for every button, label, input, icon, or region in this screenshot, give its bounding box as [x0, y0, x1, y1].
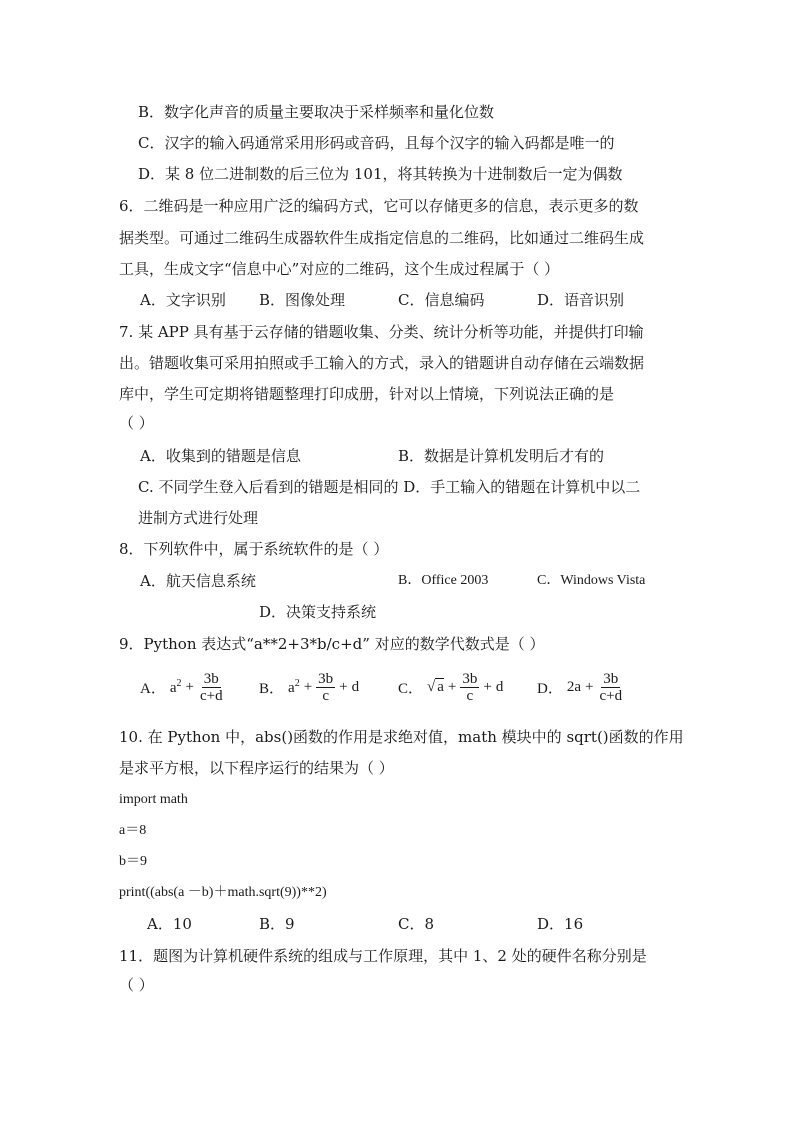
q9-plus: +: [339, 679, 348, 695]
q9-d: d: [351, 679, 360, 695]
q9-plus: +: [585, 679, 594, 695]
q9-plus: +: [447, 679, 457, 695]
q9-fraction: $\frac{3b}{c}$: [462, 671, 478, 704]
q10-option-c: C．8: [398, 915, 435, 933]
q8-option-a: A．航天信息系统: [140, 572, 256, 590]
q9-two-a: 2a: [566, 679, 582, 695]
q8-option-b: B．Office 2003: [398, 573, 489, 588]
q6-option-c: C．信息编码: [398, 291, 485, 309]
q5-option-d: D．某 8 位二进制数的后三位为 101，将其转换为十进制数后一定为偶数: [138, 165, 623, 183]
q9-label-b: B．: [259, 681, 285, 697]
q9-option-c: [398, 671, 503, 704]
q7-option-a: A．收集到的错题是信息: [140, 447, 301, 465]
q10-option-d: D．16: [537, 915, 584, 933]
q10-code-line3: b＝9: [119, 854, 147, 869]
q9-plus: +: [303, 679, 313, 695]
q9-label-d: D．: [537, 681, 563, 697]
q9-plus: +: [483, 679, 492, 695]
q8-option-d: D．决策支持系统: [259, 603, 377, 621]
q8-stem: 8．下列软件中，属于系统软件的是（ ）: [119, 540, 389, 558]
q9-a-squared: $a^2$: [169, 678, 182, 696]
q6-stem-line2: 据类型。可通过二维码生成器软件生成指定信息的二维码，比如通过二维码生成: [119, 229, 645, 247]
q7-option-b: B．数据是计算机发明后才有的: [398, 447, 605, 465]
q9-fraction: $\frac{3b}{c+d}$: [599, 671, 623, 704]
q9-a-squared: $a^2$: [288, 678, 300, 696]
q10-code-line1: import math: [119, 792, 188, 807]
q6-option-a: A．文字识别: [140, 291, 226, 309]
q9-d: d: [495, 679, 504, 695]
q11-stem-line1: 11．题图为计算机硬件系统的组成与工作原理，其中 1、2 处的硬件名称分别是: [119, 947, 647, 965]
q7-option-c-d: C. 不同学生登入后看到的错题是相同的 D．手工输入的错题在计算机中以二: [138, 478, 641, 496]
q7-option-d-continued: 进制方式进行处理: [138, 509, 259, 527]
q10-code-line4: print((abs(a －b)＋math.sqrt(9))**2): [119, 885, 327, 900]
q10-stem-line1: 10. 在 Python 中，abs()函数的作用是求绝对值，math 模块中的 sqrt()函数的作用: [119, 728, 684, 746]
q5-option-c: C．汉字的输入码通常采用形码或音码，且每个汉字的输入码都是唯一的: [138, 134, 615, 152]
q10-stem-line2: 是求平方根，以下程序运行的结果为（ ）: [119, 759, 394, 777]
q9-fraction: $\frac{3b}{c+d}$: [199, 671, 223, 704]
q10-code-line2: a＝8: [119, 823, 147, 838]
q9-sqrt-a: √ a: [427, 679, 444, 695]
q6-stem-line1: 6．二维码是一种应用广泛的编码方式，它可以存储更多的信息，表示更多的数: [119, 197, 639, 215]
q10-option-a: A．10: [147, 915, 192, 933]
q9-label-c: C．: [398, 681, 424, 697]
q7-answer-bracket: （ ）: [119, 414, 154, 432]
q6-stem-line3: 工具，生成文字“信息中心”对应的二维码，这个生成过程属于（ ）: [119, 260, 560, 278]
q9-label-a: A．: [140, 681, 166, 697]
q7-stem-line1: 7. 某 APP 具有基于云存储的错题收集、分类、统计分析等功能，并提供打印输: [119, 323, 644, 341]
q6-option-b: B．图像处理: [259, 291, 346, 309]
q9-stem: 9．Python 表达式“a**2+3*b/c+d” 对应的数学代数式是（ ）: [119, 635, 545, 653]
q9-option-d: [537, 671, 624, 704]
q6-option-d: D．语音识别: [537, 291, 625, 309]
q10-option-b: B．9: [259, 915, 295, 933]
q9-option-b: [259, 671, 359, 704]
q9-option-a: [140, 671, 225, 704]
q7-stem-line2: 出。错题收集可采用拍照或手工输入的方式，录入的错题讲自动存储在云端数据: [119, 354, 645, 372]
q11-answer-bracket: （ ）: [119, 976, 154, 994]
q9-fraction: $\frac{3b}{c}$: [318, 671, 334, 704]
q5-option-b: B．数字化声音的质量主要取决于采样频率和量化位数: [138, 103, 495, 121]
q7-stem-line3: 库中，学生可定期将错题整理打印成册，针对以上情境，下列说法正确的是: [119, 385, 615, 403]
q9-plus: +: [185, 679, 194, 695]
q8-option-c: C．Windows Vista: [537, 573, 646, 588]
